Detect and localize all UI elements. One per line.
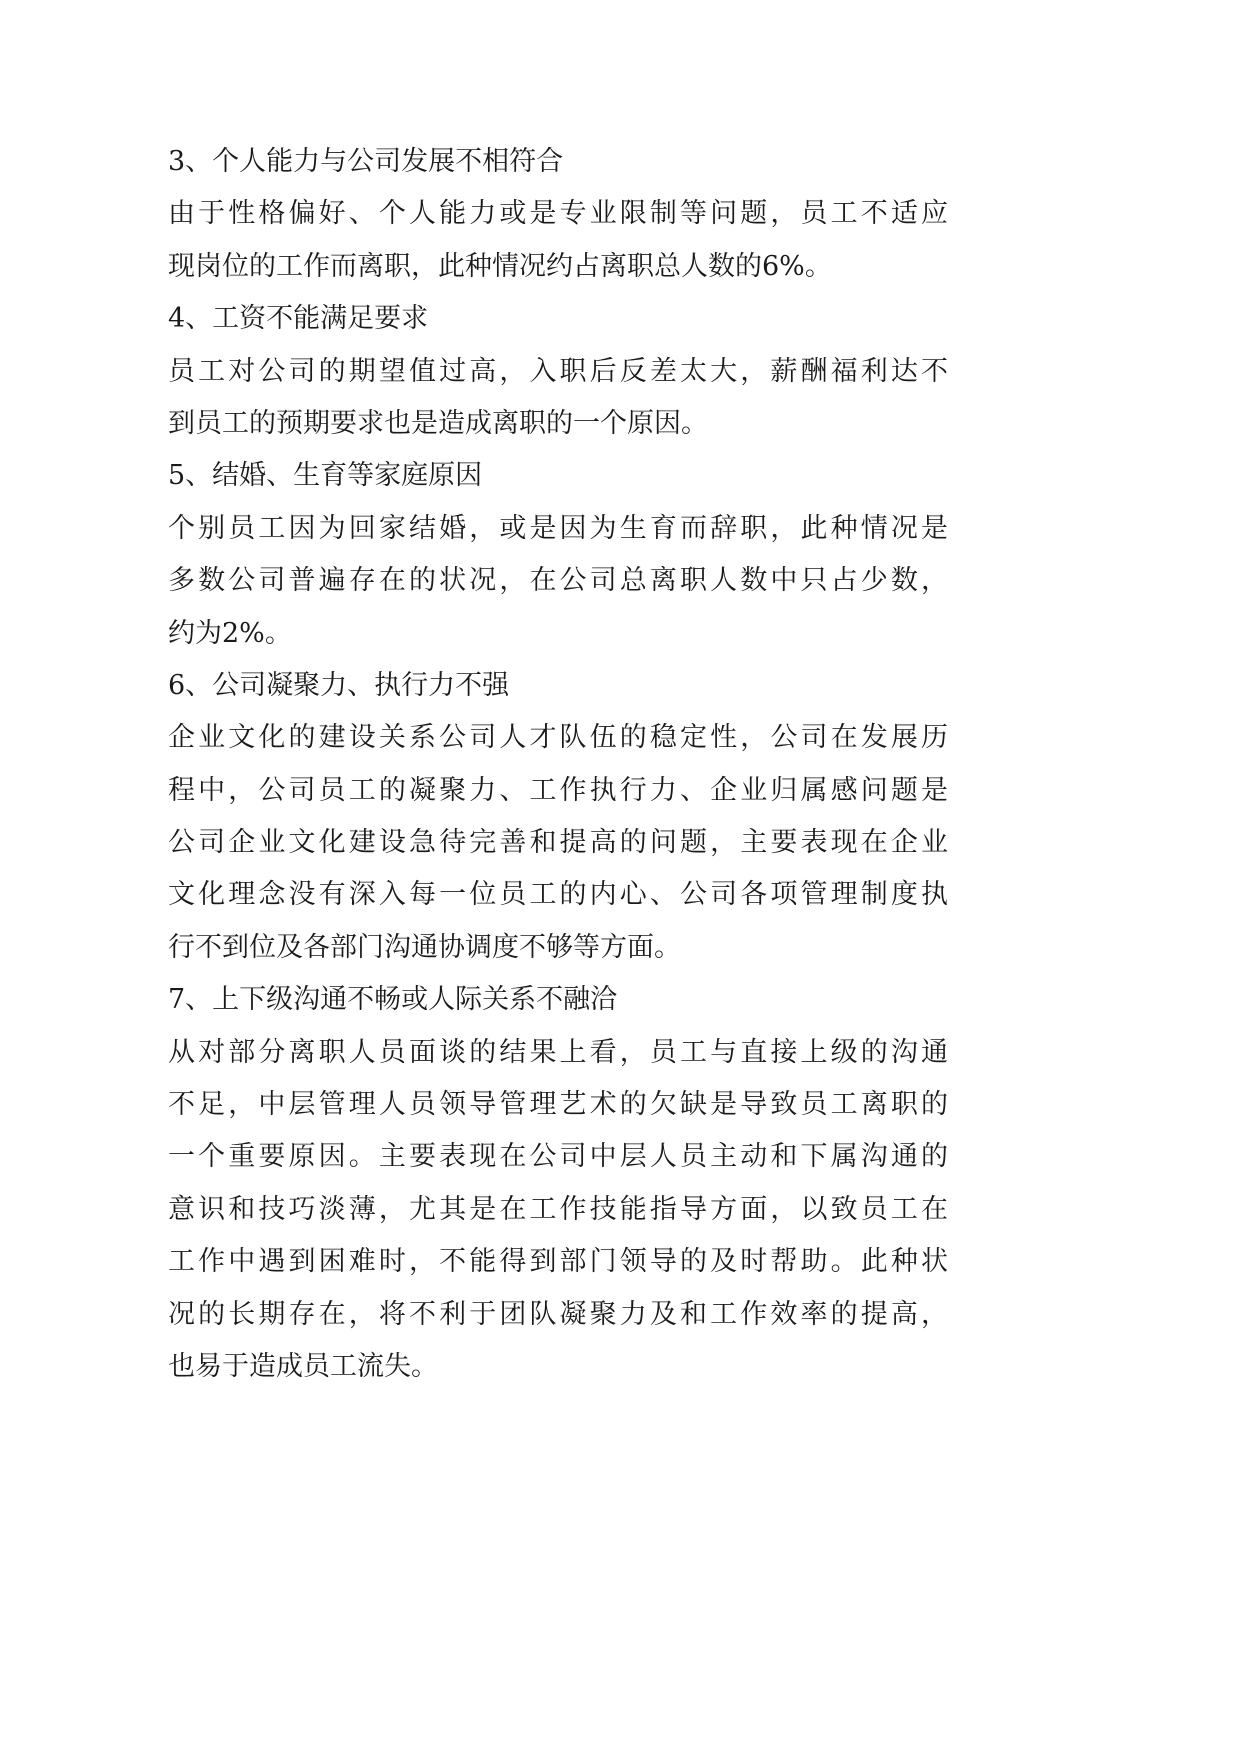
paragraph-line: 工作中遇到困难时，不能得到部门领导的及时帮助。此种状 <box>168 1246 948 1278</box>
paragraph-line: 不足，中层管理人员领导管理艺术的欠缺是导致员工离职的 <box>168 1089 948 1121</box>
paragraph-line: 行不到位及各部门沟通协调度不够等方面。 <box>168 931 681 963</box>
paragraph-line: 公司企业文化建设急待完善和提高的问题，主要表现在企业 <box>168 827 948 859</box>
heading-5: 5、结婚、生育等家庭原因 <box>168 460 483 492</box>
paragraph-line: 现岗位的工作而离职，此种情况约占离职总人数的6%。 <box>168 250 832 282</box>
paragraph-line: 况的长期存在，将不利于团队凝聚力及和工作效率的提高， <box>168 1298 948 1330</box>
heading-4: 4、工资不能满足要求 <box>168 303 429 335</box>
paragraph-line: 企业文化的建设关系公司人才队伍的稳定性，公司在发展历 <box>168 722 948 754</box>
paragraph-line: 由于性格偏好、个人能力或是专业限制等问题，员工不适应 <box>168 198 948 230</box>
paragraph-line: 也易于造成员工流失。 <box>168 1350 438 1382</box>
paragraph-line: 多数公司普遍存在的状况，在公司总离职人数中只占少数， <box>168 565 948 597</box>
paragraph-line: 一个重要原因。主要表现在公司中层人员主动和下属沟通的 <box>168 1141 948 1173</box>
paragraph-line: 约为2%。 <box>168 617 292 649</box>
paragraph-line: 意识和技巧淡薄，尤其是在工作技能指导方面，以致员工在 <box>168 1193 948 1225</box>
document-body <box>168 136 948 1393</box>
heading-3: 3、个人能力与公司发展不相符合 <box>168 146 564 177</box>
paragraph-line: 到员工的预期要求也是造成离职的一个原因。 <box>168 407 708 439</box>
paragraph-line: 从对部分离职人员面谈的结果上看，员工与直接上级的沟通 <box>168 1036 948 1068</box>
paragraph-line: 程中，公司员工的凝聚力、工作执行力、企业归属感问题是 <box>168 774 948 806</box>
heading-6: 6、公司凝聚力、执行力不强 <box>168 669 510 701</box>
paragraph-line: 文化理念没有深入每一位员工的内心、公司各项管理制度执 <box>168 879 948 911</box>
heading-7: 7、上下级沟通不畅或人际关系不融洽 <box>168 984 618 1016</box>
paragraph-line: 个别员工因为回家结婚，或是因为生育而辞职，此种情况是 <box>168 512 948 544</box>
paragraph-line: 员工对公司的期望值过高，入职后反差太大，薪酬福利达不 <box>168 355 948 387</box>
